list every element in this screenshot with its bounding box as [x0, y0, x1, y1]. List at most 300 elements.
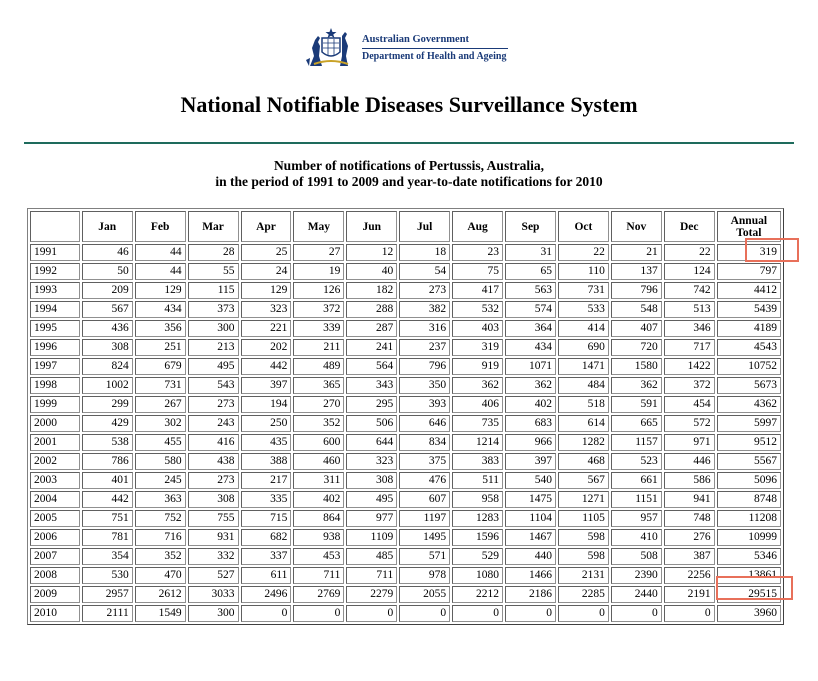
- month-value-cell: 237: [399, 339, 450, 356]
- table-row: [30, 491, 781, 508]
- month-value-cell: 690: [558, 339, 609, 356]
- table-caption-line2: in the period of 1991 to 2009 and year-to-date notifications for 2010: [215, 174, 603, 189]
- month-value-cell: 2131: [558, 567, 609, 584]
- month-value-cell: 350: [399, 377, 450, 394]
- month-value-cell: 250: [241, 415, 292, 432]
- month-value-cell: 429: [82, 415, 133, 432]
- annual-total-cell: 5673: [717, 377, 781, 394]
- month-value-cell: 614: [558, 415, 609, 432]
- title-divider: [24, 142, 794, 144]
- table-row: [30, 529, 781, 546]
- month-value-cell: 402: [505, 396, 556, 413]
- month-value-cell: 511: [452, 472, 503, 489]
- month-value-cell: 397: [241, 377, 292, 394]
- month-value-cell: 2496: [241, 586, 292, 603]
- month-value-cell: 454: [664, 396, 715, 413]
- month-value-cell: 372: [664, 377, 715, 394]
- table-row: [30, 567, 781, 584]
- month-value-cell: 417: [452, 282, 503, 299]
- year-cell: 1997: [30, 358, 80, 375]
- coat-of-arms-icon: [306, 26, 356, 68]
- year-cell: 1994: [30, 301, 80, 318]
- month-value-cell: 434: [505, 339, 556, 356]
- year-cell: 1995: [30, 320, 80, 337]
- month-value-cell: 435: [241, 434, 292, 451]
- month-value-cell: 12: [346, 244, 397, 261]
- table-row: [30, 358, 781, 375]
- month-value-cell: 1071: [505, 358, 556, 375]
- header-cell-oct: Oct: [558, 211, 609, 242]
- month-value-cell: 2212: [452, 586, 503, 603]
- month-value-cell: 0: [293, 605, 344, 622]
- annual-total-cell: 5567: [717, 453, 781, 470]
- table-row: [30, 453, 781, 470]
- annual-total-cell: 8748: [717, 491, 781, 508]
- logo-divider: [362, 48, 508, 49]
- month-value-cell: 403: [452, 320, 503, 337]
- header-cell-jun: Jun: [346, 211, 397, 242]
- month-value-cell: 267: [135, 396, 186, 413]
- month-value-cell: 75: [452, 263, 503, 280]
- month-value-cell: 1475: [505, 491, 556, 508]
- month-value-cell: 1157: [611, 434, 662, 451]
- month-value-cell: 0: [399, 605, 450, 622]
- month-value-cell: 311: [293, 472, 344, 489]
- month-value-cell: 416: [188, 434, 239, 451]
- month-value-cell: 824: [82, 358, 133, 375]
- month-value-cell: 0: [611, 605, 662, 622]
- month-value-cell: 711: [293, 567, 344, 584]
- month-value-cell: 2285: [558, 586, 609, 603]
- month-value-cell: 383: [452, 453, 503, 470]
- month-value-cell: 751: [82, 510, 133, 527]
- annual-total-cell: 29515: [717, 586, 781, 603]
- month-value-cell: 735: [452, 415, 503, 432]
- year-cell: 2002: [30, 453, 80, 470]
- month-value-cell: 273: [188, 396, 239, 413]
- header-cell-apr: Apr: [241, 211, 292, 242]
- month-value-cell: 362: [505, 377, 556, 394]
- month-value-cell: 124: [664, 263, 715, 280]
- month-value-cell: 23: [452, 244, 503, 261]
- month-value-cell: 717: [664, 339, 715, 356]
- month-value-cell: 1105: [558, 510, 609, 527]
- month-value-cell: 440: [505, 548, 556, 565]
- month-value-cell: 302: [135, 415, 186, 432]
- month-value-cell: 217: [241, 472, 292, 489]
- month-value-cell: 245: [135, 472, 186, 489]
- month-value-cell: 44: [135, 244, 186, 261]
- month-value-cell: 720: [611, 339, 662, 356]
- month-value-cell: 607: [399, 491, 450, 508]
- month-value-cell: 1197: [399, 510, 450, 527]
- month-value-cell: 574: [505, 301, 556, 318]
- month-value-cell: 434: [135, 301, 186, 318]
- month-value-cell: 2769: [293, 586, 344, 603]
- month-value-cell: 0: [558, 605, 609, 622]
- month-value-cell: 484: [558, 377, 609, 394]
- month-value-cell: 332: [188, 548, 239, 565]
- month-value-cell: 372: [293, 301, 344, 318]
- month-value-cell: 339: [293, 320, 344, 337]
- month-value-cell: 241: [346, 339, 397, 356]
- month-value-cell: 957: [611, 510, 662, 527]
- month-value-cell: 442: [82, 491, 133, 508]
- annual-total-cell: 3960: [717, 605, 781, 622]
- month-value-cell: 2055: [399, 586, 450, 603]
- month-value-cell: 354: [82, 548, 133, 565]
- month-value-cell: 363: [135, 491, 186, 508]
- month-value-cell: 365: [293, 377, 344, 394]
- annual-total-cell: 9512: [717, 434, 781, 451]
- month-value-cell: 299: [82, 396, 133, 413]
- month-value-cell: 598: [558, 529, 609, 546]
- month-value-cell: 18: [399, 244, 450, 261]
- month-value-cell: 446: [664, 453, 715, 470]
- year-cell: 1991: [30, 244, 80, 261]
- header-cell-may: May: [293, 211, 344, 242]
- month-value-cell: 2390: [611, 567, 662, 584]
- month-value-cell: 402: [293, 491, 344, 508]
- table-header: [30, 211, 781, 242]
- month-value-cell: 0: [664, 605, 715, 622]
- table-row: [30, 377, 781, 394]
- table-row: [30, 548, 781, 565]
- month-value-cell: 971: [664, 434, 715, 451]
- month-value-cell: 508: [611, 548, 662, 565]
- month-value-cell: 442: [241, 358, 292, 375]
- month-value-cell: 495: [346, 491, 397, 508]
- page-title: National Notifiable Diseases Surveillance System: [180, 92, 638, 117]
- month-value-cell: 1109: [346, 529, 397, 546]
- header-cell-jul: Jul: [399, 211, 450, 242]
- annual-total-cell: 10752: [717, 358, 781, 375]
- month-value-cell: 941: [664, 491, 715, 508]
- header-cell-sep: Sep: [505, 211, 556, 242]
- month-value-cell: 346: [664, 320, 715, 337]
- notifications-table: [27, 208, 784, 625]
- table-row: [30, 396, 781, 413]
- month-value-cell: 22: [664, 244, 715, 261]
- month-value-cell: 209: [82, 282, 133, 299]
- month-value-cell: 406: [452, 396, 503, 413]
- month-value-cell: 748: [664, 510, 715, 527]
- month-value-cell: 600: [293, 434, 344, 451]
- month-value-cell: 543: [188, 377, 239, 394]
- month-value-cell: 300: [188, 320, 239, 337]
- month-value-cell: 362: [452, 377, 503, 394]
- government-logo: [306, 26, 516, 68]
- year-cell: 2005: [30, 510, 80, 527]
- table-row: [30, 605, 781, 622]
- month-value-cell: 308: [346, 472, 397, 489]
- year-cell: 1992: [30, 263, 80, 280]
- month-value-cell: 24: [241, 263, 292, 280]
- table-row: [30, 415, 781, 432]
- header-cell-dec: Dec: [664, 211, 715, 242]
- month-value-cell: 919: [452, 358, 503, 375]
- month-value-cell: 243: [188, 415, 239, 432]
- year-cell: 2003: [30, 472, 80, 489]
- year-cell: 1998: [30, 377, 80, 394]
- table-body: [30, 244, 781, 622]
- year-cell: 2001: [30, 434, 80, 451]
- month-value-cell: 352: [293, 415, 344, 432]
- month-value-cell: 2612: [135, 586, 186, 603]
- month-value-cell: 388: [241, 453, 292, 470]
- header-cell-aug: Aug: [452, 211, 503, 242]
- month-value-cell: 287: [346, 320, 397, 337]
- month-value-cell: 679: [135, 358, 186, 375]
- annual-total-cell: 319: [717, 244, 781, 261]
- month-value-cell: 295: [346, 396, 397, 413]
- table-row: [30, 586, 781, 603]
- month-value-cell: 958: [452, 491, 503, 508]
- month-value-cell: 611: [241, 567, 292, 584]
- month-value-cell: 308: [82, 339, 133, 356]
- month-value-cell: 2191: [664, 586, 715, 603]
- month-value-cell: 1271: [558, 491, 609, 508]
- month-value-cell: 129: [135, 282, 186, 299]
- annual-total-cell: 11208: [717, 510, 781, 527]
- annual-total-cell: 5997: [717, 415, 781, 432]
- month-value-cell: 978: [399, 567, 450, 584]
- month-value-cell: 796: [399, 358, 450, 375]
- month-value-cell: 397: [505, 453, 556, 470]
- month-value-cell: 715: [241, 510, 292, 527]
- month-value-cell: 2440: [611, 586, 662, 603]
- month-value-cell: 966: [505, 434, 556, 451]
- table-caption: [0, 158, 818, 190]
- month-value-cell: 202: [241, 339, 292, 356]
- month-value-cell: 54: [399, 263, 450, 280]
- month-value-cell: 683: [505, 415, 556, 432]
- month-value-cell: 1471: [558, 358, 609, 375]
- month-value-cell: 586: [664, 472, 715, 489]
- month-value-cell: 1580: [611, 358, 662, 375]
- annual-total-cell: 4362: [717, 396, 781, 413]
- month-value-cell: 251: [135, 339, 186, 356]
- month-value-cell: 46: [82, 244, 133, 261]
- month-value-cell: 538: [82, 434, 133, 451]
- month-value-cell: 387: [664, 548, 715, 565]
- month-value-cell: 665: [611, 415, 662, 432]
- header-cell-jan: Jan: [82, 211, 133, 242]
- header-row: [30, 211, 781, 242]
- month-value-cell: 567: [558, 472, 609, 489]
- month-value-cell: 364: [505, 320, 556, 337]
- month-value-cell: 221: [241, 320, 292, 337]
- month-value-cell: 977: [346, 510, 397, 527]
- table-row: [30, 301, 781, 318]
- table-row: [30, 510, 781, 527]
- year-cell: 2006: [30, 529, 80, 546]
- year-cell: 2008: [30, 567, 80, 584]
- table-row: [30, 320, 781, 337]
- month-value-cell: 470: [135, 567, 186, 584]
- month-value-cell: 438: [188, 453, 239, 470]
- month-value-cell: 0: [241, 605, 292, 622]
- month-value-cell: 410: [611, 529, 662, 546]
- month-value-cell: 343: [346, 377, 397, 394]
- month-value-cell: 1467: [505, 529, 556, 546]
- table-row: [30, 244, 781, 261]
- month-value-cell: 300: [188, 605, 239, 622]
- annual-total-cell: 5096: [717, 472, 781, 489]
- month-value-cell: 115: [188, 282, 239, 299]
- month-value-cell: 22: [558, 244, 609, 261]
- month-value-cell: 2279: [346, 586, 397, 603]
- month-value-cell: 213: [188, 339, 239, 356]
- month-value-cell: 489: [293, 358, 344, 375]
- year-cell: 2004: [30, 491, 80, 508]
- year-cell: 2010: [30, 605, 80, 622]
- month-value-cell: 375: [399, 453, 450, 470]
- year-cell: 1993: [30, 282, 80, 299]
- month-value-cell: 50: [82, 263, 133, 280]
- month-value-cell: 2957: [82, 586, 133, 603]
- highlight-1991-total: [745, 238, 799, 262]
- month-value-cell: 28: [188, 244, 239, 261]
- month-value-cell: 523: [611, 453, 662, 470]
- month-value-cell: 548: [611, 301, 662, 318]
- annual-total-cell: 5346: [717, 548, 781, 565]
- annual-total-cell: 4543: [717, 339, 781, 356]
- annual-total-cell: 4189: [717, 320, 781, 337]
- month-value-cell: 731: [135, 377, 186, 394]
- month-value-cell: 316: [399, 320, 450, 337]
- month-value-cell: 580: [135, 453, 186, 470]
- month-value-cell: 401: [82, 472, 133, 489]
- annual-total-cell: 4412: [717, 282, 781, 299]
- header-cell-nov: Nov: [611, 211, 662, 242]
- month-value-cell: 742: [664, 282, 715, 299]
- logo-government-text: Australian Government: [362, 34, 470, 45]
- month-value-cell: 393: [399, 396, 450, 413]
- month-value-cell: 270: [293, 396, 344, 413]
- month-value-cell: 485: [346, 548, 397, 565]
- month-value-cell: 0: [452, 605, 503, 622]
- month-value-cell: 533: [558, 301, 609, 318]
- month-value-cell: 319: [452, 339, 503, 356]
- annual-total-cell: 797: [717, 263, 781, 280]
- month-value-cell: 938: [293, 529, 344, 546]
- month-value-cell: 518: [558, 396, 609, 413]
- month-value-cell: 1282: [558, 434, 609, 451]
- year-cell: 1999: [30, 396, 80, 413]
- month-value-cell: 1104: [505, 510, 556, 527]
- month-value-cell: 25: [241, 244, 292, 261]
- month-value-cell: 661: [611, 472, 662, 489]
- month-value-cell: 211: [293, 339, 344, 356]
- annual-total-cell: 5439: [717, 301, 781, 318]
- month-value-cell: 468: [558, 453, 609, 470]
- month-value-cell: 337: [241, 548, 292, 565]
- month-value-cell: 323: [346, 453, 397, 470]
- month-value-cell: 0: [346, 605, 397, 622]
- month-value-cell: 1283: [452, 510, 503, 527]
- month-value-cell: 1495: [399, 529, 450, 546]
- month-value-cell: 453: [293, 548, 344, 565]
- year-cell: 2007: [30, 548, 80, 565]
- month-value-cell: 2256: [664, 567, 715, 584]
- month-value-cell: 716: [135, 529, 186, 546]
- month-value-cell: 530: [82, 567, 133, 584]
- month-value-cell: 407: [611, 320, 662, 337]
- table-row: [30, 472, 781, 489]
- month-value-cell: 506: [346, 415, 397, 432]
- header-cell-blank: [30, 211, 80, 242]
- month-value-cell: 55: [188, 263, 239, 280]
- month-value-cell: 3033: [188, 586, 239, 603]
- month-value-cell: 182: [346, 282, 397, 299]
- month-value-cell: 540: [505, 472, 556, 489]
- highlight-2008-total: [716, 576, 793, 600]
- month-value-cell: 931: [188, 529, 239, 546]
- month-value-cell: 682: [241, 529, 292, 546]
- month-value-cell: 564: [346, 358, 397, 375]
- month-value-cell: 21: [611, 244, 662, 261]
- month-value-cell: 513: [664, 301, 715, 318]
- month-value-cell: 646: [399, 415, 450, 432]
- month-value-cell: 476: [399, 472, 450, 489]
- month-value-cell: 731: [558, 282, 609, 299]
- month-value-cell: 755: [188, 510, 239, 527]
- month-value-cell: 781: [82, 529, 133, 546]
- month-value-cell: 2111: [82, 605, 133, 622]
- month-value-cell: 335: [241, 491, 292, 508]
- month-value-cell: 273: [188, 472, 239, 489]
- month-value-cell: 598: [558, 548, 609, 565]
- month-value-cell: 110: [558, 263, 609, 280]
- table-row: [30, 339, 781, 356]
- month-value-cell: 65: [505, 263, 556, 280]
- month-value-cell: 864: [293, 510, 344, 527]
- month-value-cell: 323: [241, 301, 292, 318]
- month-value-cell: 1080: [452, 567, 503, 584]
- table-row: [30, 282, 781, 299]
- month-value-cell: 572: [664, 415, 715, 432]
- month-value-cell: 129: [241, 282, 292, 299]
- month-value-cell: 1422: [664, 358, 715, 375]
- month-value-cell: 356: [135, 320, 186, 337]
- month-value-cell: 373: [188, 301, 239, 318]
- month-value-cell: 362: [611, 377, 662, 394]
- month-value-cell: 1596: [452, 529, 503, 546]
- month-value-cell: 273: [399, 282, 450, 299]
- month-value-cell: 563: [505, 282, 556, 299]
- month-value-cell: 571: [399, 548, 450, 565]
- month-value-cell: 834: [399, 434, 450, 451]
- month-value-cell: 31: [505, 244, 556, 261]
- month-value-cell: 644: [346, 434, 397, 451]
- month-value-cell: 532: [452, 301, 503, 318]
- month-value-cell: 529: [452, 548, 503, 565]
- month-value-cell: 436: [82, 320, 133, 337]
- year-cell: 1996: [30, 339, 80, 356]
- logo-department-text: Department of Health and Ageing: [362, 51, 507, 62]
- month-value-cell: 1214: [452, 434, 503, 451]
- table-caption-line1: Number of notifications of Pertussis, Australia,: [273, 158, 545, 173]
- header-cell-mar: Mar: [188, 211, 239, 242]
- month-value-cell: 460: [293, 453, 344, 470]
- month-value-cell: 276: [664, 529, 715, 546]
- header-cell-feb: Feb: [135, 211, 186, 242]
- month-value-cell: 495: [188, 358, 239, 375]
- month-value-cell: 0: [505, 605, 556, 622]
- month-value-cell: 786: [82, 453, 133, 470]
- month-value-cell: 455: [135, 434, 186, 451]
